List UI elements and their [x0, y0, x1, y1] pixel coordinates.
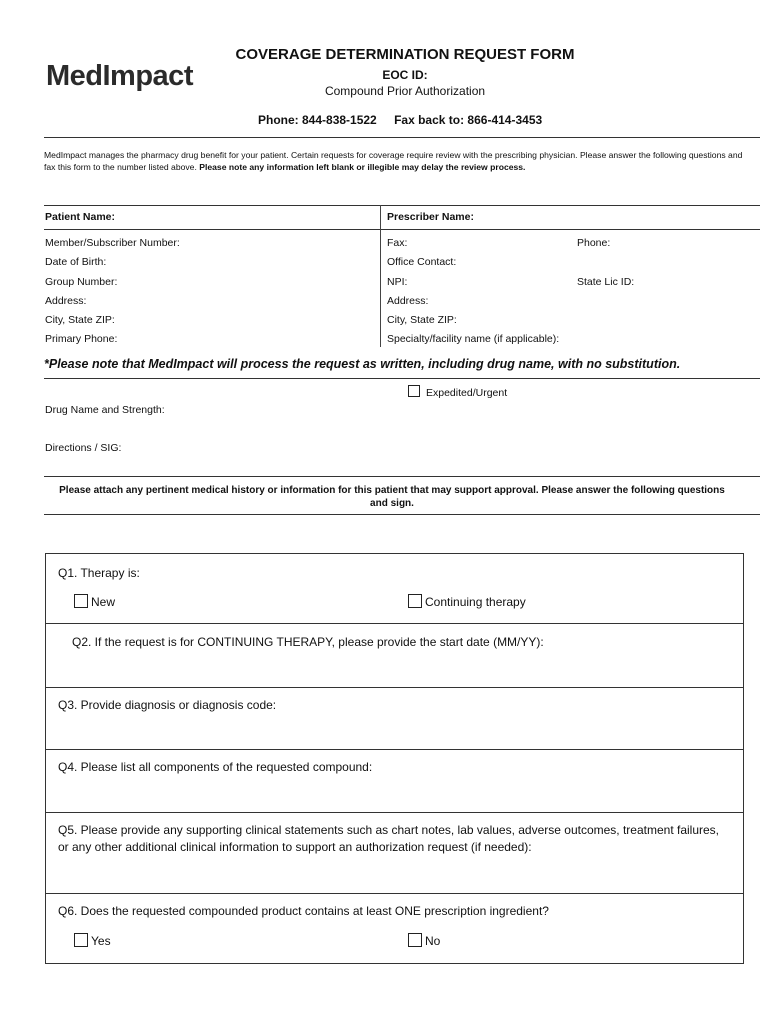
q1-new-label: New — [91, 595, 116, 609]
dob-label: Date of Birth: — [45, 256, 107, 268]
primary-phone-label: Primary Phone: — [45, 333, 118, 345]
directions-label: Directions / SIG: — [45, 442, 122, 454]
attach-divider-top — [44, 476, 760, 477]
intro-warning: Please note any information left blank or illegible may delay the review process. — [199, 162, 526, 172]
expedited-option[interactable] — [408, 385, 507, 399]
drug-divider — [44, 378, 760, 379]
q1-text: Q1. Therapy is: — [58, 566, 140, 580]
group-number-label: Group Number: — [45, 276, 118, 288]
prescriber-fax-label: Fax: — [387, 237, 408, 249]
specialty-label: Specialty/facility name (if applicable): — [387, 333, 560, 345]
q3-text: Q3. Provide diagnosis or diagnosis code: — [58, 698, 277, 712]
q3-divider — [46, 687, 743, 688]
q4-divider — [46, 749, 743, 750]
form-subtitle: Compound Prior Authorization — [324, 84, 486, 98]
q5-divider — [46, 812, 743, 813]
patient-name-label: Patient Name: — [45, 211, 116, 223]
q2-text: Q2. If the request is for CONTINUING THERAPY, please provide the start date (MM/YY): — [72, 635, 544, 649]
contact-line — [258, 113, 556, 127]
expedited-label: Expedited/Urgent — [426, 387, 508, 399]
prescriber-city-label: City, State ZIP: — [387, 314, 457, 326]
q6-yes-checkbox[interactable] — [74, 933, 88, 947]
office-contact-label: Office Contact: — [387, 256, 457, 268]
q1-continuing-label: Continuing therapy — [425, 595, 526, 609]
q6-no-label: No — [425, 934, 441, 948]
q6-no-checkbox[interactable] — [408, 933, 422, 947]
intro-text — [44, 149, 744, 173]
attach-divider-bottom — [44, 514, 760, 515]
q6-yes-label: Yes — [91, 934, 111, 948]
fax-number: Fax back to: 866-414-3453 — [394, 113, 543, 127]
q6-divider — [46, 893, 743, 894]
q1-option-new[interactable] — [74, 594, 115, 609]
phone-number: Phone: 844-838-1522 — [258, 113, 377, 127]
medimpact-logo — [46, 60, 193, 93]
q4-text: Q4. Please list all components of the requested compound: — [58, 760, 373, 774]
expedited-checkbox[interactable] — [408, 385, 420, 397]
attach-instructions: Please attach any pertinent medical history or information for this patient that may support approval. Please answer the following questions and sign. — [59, 485, 725, 509]
q1-option-continuing[interactable] — [408, 594, 526, 609]
member-number-label: Member/Subscriber Number: — [45, 237, 180, 249]
q6-option-yes[interactable] — [74, 933, 111, 948]
q1-continuing-checkbox[interactable] — [408, 594, 422, 608]
prescriber-address-label: Address: — [387, 295, 429, 307]
form-title: COVERAGE DETERMINATION REQUEST FORM — [235, 46, 575, 63]
patient-city-label: City, State ZIP: — [45, 314, 115, 326]
prescriber-name-label: Prescriber Name: — [387, 211, 474, 223]
q1-new-checkbox[interactable] — [74, 594, 88, 608]
column-divider — [380, 205, 381, 347]
q5-text: Q5. Please provide any supporting clinical statements such as chart notes, lab values, adverse outcomes, treatment failures, or any other additional clinical information to support an authorization request (if needed): — [58, 823, 720, 854]
prescriber-phone-label: Phone: — [577, 237, 611, 249]
section-divider-top — [44, 205, 760, 206]
q2-divider — [46, 623, 743, 624]
header-divider — [44, 137, 760, 138]
substitution-note: *Please note that MedImpact will process the request as written, including drug name, with no substitution. — [44, 357, 681, 371]
logo-text: MedImpact — [46, 60, 193, 92]
npi-label: NPI: — [387, 276, 408, 288]
state-lic-label: State Lic ID: — [577, 276, 635, 288]
patient-address-label: Address: — [45, 295, 87, 307]
intro-body: MedImpact manages the pharmacy drug benefit for your patient. Certain requests for coverage require review with the prescribing physician. Please answer the following questions and fax this form to the number listed above. — [44, 150, 743, 172]
eoc-id-label: EOC ID: — [382, 68, 428, 82]
section-divider-heading — [44, 229, 760, 230]
drug-name-label: Drug Name and Strength: — [45, 404, 165, 416]
q6-option-no[interactable] — [408, 933, 440, 948]
q6-text: Q6. Does the requested compounded product contains at least ONE prescription ingredient? — [58, 904, 549, 918]
questions-box — [45, 553, 744, 964]
